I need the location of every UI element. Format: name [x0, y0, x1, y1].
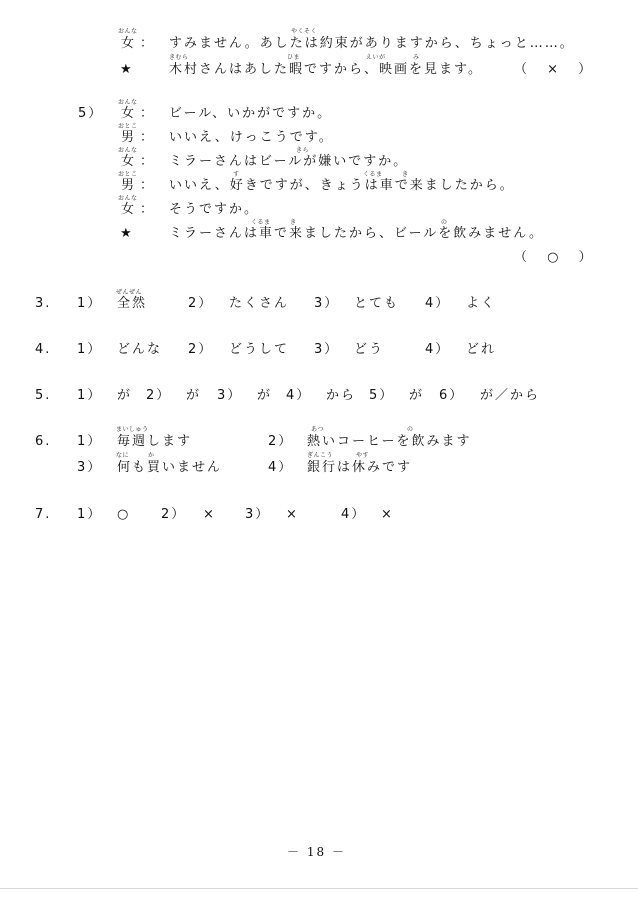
- dialogue-line: いいえ、けっこうです。: [169, 130, 334, 145]
- item-label: 2）: [268, 434, 294, 449]
- section-number: 4.: [35, 342, 52, 357]
- item-label: 2）: [188, 342, 214, 357]
- reading-yakusoku: やくそく: [291, 28, 318, 35]
- item-label: 2）: [161, 507, 187, 522]
- speaker-reading: おんな: [118, 99, 138, 106]
- answer: が／から: [480, 388, 541, 403]
- item-label: 4）: [341, 507, 367, 522]
- reading-maishuu: まいしゅう: [116, 426, 149, 433]
- answer: から: [326, 388, 357, 403]
- item-label: 6）: [439, 388, 465, 403]
- speaker-woman: 女: [121, 154, 137, 169]
- speaker-woman: 女: [121, 106, 137, 121]
- speaker-colon: ：: [140, 202, 156, 217]
- item-label: 1）: [77, 388, 103, 403]
- answer: ×: [203, 507, 216, 522]
- item-label: 4）: [286, 388, 312, 403]
- reading-kuruma: くるま: [363, 171, 383, 178]
- item-label: 3）: [314, 342, 340, 357]
- item-label: 1）: [77, 296, 103, 311]
- reading-no: の: [441, 219, 448, 226]
- answer: どんな: [117, 342, 163, 357]
- reading-kirai: きら: [296, 147, 310, 154]
- section-number: 6.: [35, 434, 52, 449]
- reading-hima: ひま: [287, 54, 301, 61]
- answer: たくさん: [229, 296, 290, 311]
- item-label: 5）: [369, 388, 395, 403]
- item-label: 2）: [188, 296, 214, 311]
- answer: 何も買いません: [117, 460, 223, 475]
- answer: どれ: [466, 342, 497, 357]
- answer: が: [409, 388, 425, 403]
- answer: が: [257, 388, 273, 403]
- reading-kuruma: くるま: [251, 219, 271, 226]
- speaker-woman: 女: [121, 36, 137, 51]
- answer: が: [117, 388, 133, 403]
- answer: とても: [354, 296, 400, 311]
- reading-ginkou: ぎんこう: [307, 452, 334, 459]
- footer-divider: [0, 888, 638, 889]
- item-label: 2）: [146, 388, 172, 403]
- speaker-reading: おんな: [118, 195, 138, 202]
- item-label: 4）: [425, 342, 451, 357]
- answer: が: [186, 388, 202, 403]
- answer: 熱いコーヒーを飲みます: [307, 434, 472, 449]
- reading-ki: き: [402, 171, 409, 178]
- dialogue-line: ビール、いかがですか。: [169, 106, 333, 121]
- section-number: 7.: [35, 507, 52, 522]
- item-label: 3）: [217, 388, 243, 403]
- speaker-man: 男: [121, 130, 137, 145]
- statement: 木村さんはあした暇ですから、映画を見ます。: [169, 62, 483, 77]
- speaker-woman: 女: [121, 202, 137, 217]
- speaker-reading: おとこ: [118, 123, 138, 130]
- reading-yasu: やす: [356, 452, 370, 459]
- item-label: 1）: [77, 434, 103, 449]
- answer: どうして: [229, 342, 290, 357]
- item-label: 4）: [268, 460, 294, 475]
- item-label: 3）: [77, 460, 103, 475]
- reading-no: の: [407, 426, 414, 433]
- reading-kimura: きむら: [169, 54, 189, 61]
- speaker-reading: おんな: [118, 28, 138, 35]
- reading-atsu: あつ: [311, 426, 325, 433]
- speaker-colon: ：: [140, 154, 156, 169]
- reading-eiga: えいが: [366, 54, 386, 61]
- reading-suki: す: [233, 171, 240, 178]
- section-number: 3.: [35, 296, 52, 311]
- item-number: 5）: [78, 106, 104, 121]
- dialogue-line: ミラーさんはビールが嫌いですか。: [169, 154, 409, 169]
- reading-ka: か: [148, 452, 155, 459]
- reading-mi: み: [413, 54, 420, 61]
- speaker-colon: ：: [140, 178, 156, 193]
- star-marker: ★: [120, 226, 134, 241]
- item-label: 1）: [77, 342, 103, 357]
- answer: よく: [466, 296, 497, 311]
- item-label: 1）: [77, 507, 103, 522]
- speaker-man: 男: [121, 178, 137, 193]
- star-marker: ★: [120, 62, 134, 77]
- reading-ki: き: [290, 219, 297, 226]
- speaker-colon: ：: [140, 106, 156, 121]
- answer-mark: （ ○ ）: [514, 250, 600, 265]
- answer: ○: [117, 507, 131, 522]
- section-number: 5.: [35, 388, 52, 403]
- dialogue-line: いいえ、好きですが、きょうは車で来ましたから。: [169, 178, 515, 193]
- reading-nani: なに: [116, 452, 130, 459]
- speaker-reading: おとこ: [118, 171, 138, 178]
- speaker-reading: おんな: [118, 147, 138, 154]
- answer: ×: [286, 507, 299, 522]
- item-label: 4）: [425, 296, 451, 311]
- dialogue-line: すみません。あしたは約束がありますから、ちょっと……。: [169, 36, 575, 51]
- answer-mark: （ × ）: [514, 62, 600, 77]
- speaker-colon: ：: [140, 130, 156, 145]
- page-number: － 18 －: [287, 845, 346, 859]
- answer: どう: [354, 342, 385, 357]
- answer: ×: [381, 507, 394, 522]
- speaker-colon: ：: [140, 36, 156, 51]
- statement: ミラーさんは車で来ましたから、ビールを飲みません。: [169, 226, 545, 241]
- item-label: 3）: [245, 507, 271, 522]
- item-label: 3）: [314, 296, 340, 311]
- answer: 全然: [117, 296, 148, 311]
- reading-zenzen: ぜんぜん: [116, 289, 143, 296]
- answer: 毎週します: [117, 434, 193, 449]
- answer: 銀行は休みです: [307, 460, 413, 475]
- dialogue-line: そうですか。: [169, 202, 260, 217]
